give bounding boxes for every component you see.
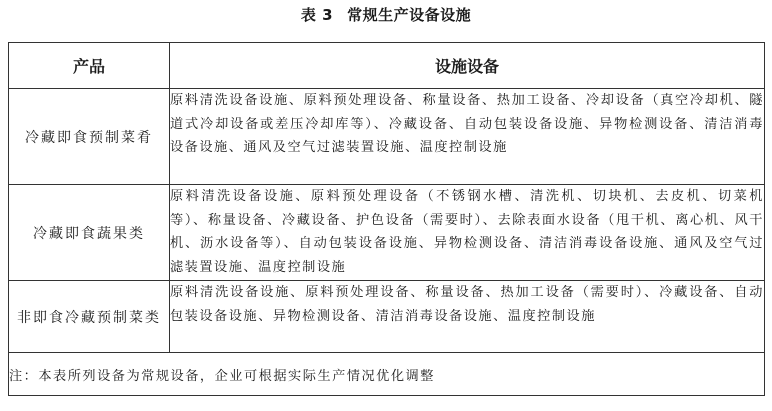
header-equipment: 设施设备: [170, 43, 765, 89]
header-product: 产品: [9, 43, 170, 89]
equipment-table: [8, 42, 765, 396]
equipment-cell: 原料清洗设备设施、原料预处理设备、称量设备、热加工设备、冷却设备（真空冷却机、隧道式冷却设备或差压冷却库等）、冷藏设备、自动包装设备设施、异物检测设备、清洁消毒设备设施、通风及空气过滤装置设施、温度控制设施: [170, 89, 765, 185]
table-number: 表 3: [300, 6, 334, 24]
table-row: [9, 185, 765, 281]
equipment-cell: 原料清洗设备设施、原料预处理设备、称量设备、热加工设备（需要时）、冷藏设备、自动包装设备设施、异物检测设备、清洁消毒设备设施、温度控制设施: [170, 281, 765, 353]
header-row: [9, 43, 765, 89]
product-cell: 冷藏即食预制菜肴: [9, 89, 170, 185]
equipment-cell: 原料清洗设备设施、原料预处理设备（不锈钢水槽、清洗机、切块机、去皮机、切菜机等）、称量设备、冷藏设备、护色设备（需要时）、去除表面水设备（甩干机、离心机、风干机、沥水设备等）、自动包装设备设施、异物检测设备、清洁消毒设备设施、通风及空气过滤装置设施、温度控制设施: [170, 185, 765, 281]
product-cell: 冷藏即食蔬果类: [9, 185, 170, 281]
note-row: [9, 353, 765, 396]
table-note: 注：本表所列设备为常规设备，企业可根据实际生产情况优化调整: [9, 353, 765, 396]
table-title: 常规生产设备设施: [347, 6, 472, 24]
table-row: [9, 281, 765, 353]
table-row: [9, 89, 765, 185]
product-cell: 非即食冷藏预制菜类: [9, 281, 170, 353]
table-caption: [0, 5, 772, 25]
